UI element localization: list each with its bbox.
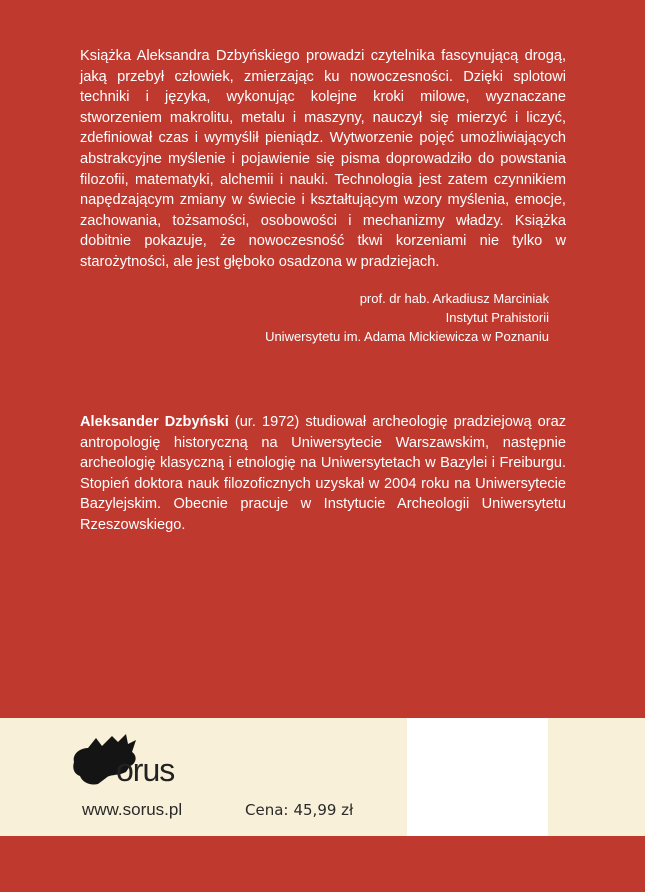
signature-name: prof. dr hab. Arkadiusz Marciniak	[359, 291, 549, 306]
blurb-signature	[265, 289, 549, 346]
price-label: Cena:	[245, 801, 289, 819]
price-value: 45,99 zł	[293, 801, 354, 819]
author-bio-text: (ur. 1972) studiował archeologię pradziejową oraz antropologię historyczną na Uniwersytecie Warszawskim, następnie archeologię klasyczną i etnologię na Uniwersytetach w Bazylei i Freiburgu. Stopień doktora nauk filozoficznych uzyskał w 2004 roku na Uniwersytecie Bazylejskim. Obecnie pracuje w Instytucie Archeologii Uniwersytetu Rzeszowskiego.	[80, 414, 566, 533]
website-link[interactable]: www.sorus.pl	[82, 800, 183, 819]
author-bio	[80, 412, 566, 536]
author-name: Aleksander Dzbyński	[80, 414, 229, 430]
blurb-text: Książka Aleksandra Dzbyńskiego prowadzi czytelnika fascynującą drogą, jaką przebył człowiek, zmierzając ku nowoczesności. Dzięki splotowi techniki i języka, wykonując kolejne kroki milowe, wyznaczane stworzeniem makrolitu, metalu i maszyny, nauczył się mierzyć i liczyć, zdefiniował czas i wymyślił pieniądz. Wytworzenie pojęć umożliwiających abstrakcyjne myślenie i pojawienie się pisma doprowadziło do powstania filozofii, matematyki, alchemii i nauki. Technologia jest zatem czynnikiem napędzającym zmiany w świecie i kształtującym wzory myślenia, emocje, zachowania, tożsamości, osobowości i mechanizmy władzy. Książka dobitnie pokazuje, że nowoczesność tkwi korzeniami nie tylko w starożytności, ale jest głęboko osadzona w pradziejach.	[80, 48, 566, 270]
blurb-paragraph	[80, 46, 566, 273]
price	[245, 801, 353, 819]
logo-wordmark: orus	[116, 752, 175, 788]
signature-university: Uniwersytetu im. Adama Mickiewicza w Poznaniu	[265, 329, 549, 344]
barcode-area	[407, 718, 548, 836]
signature-institute: Instytut Prahistorii	[445, 310, 549, 325]
